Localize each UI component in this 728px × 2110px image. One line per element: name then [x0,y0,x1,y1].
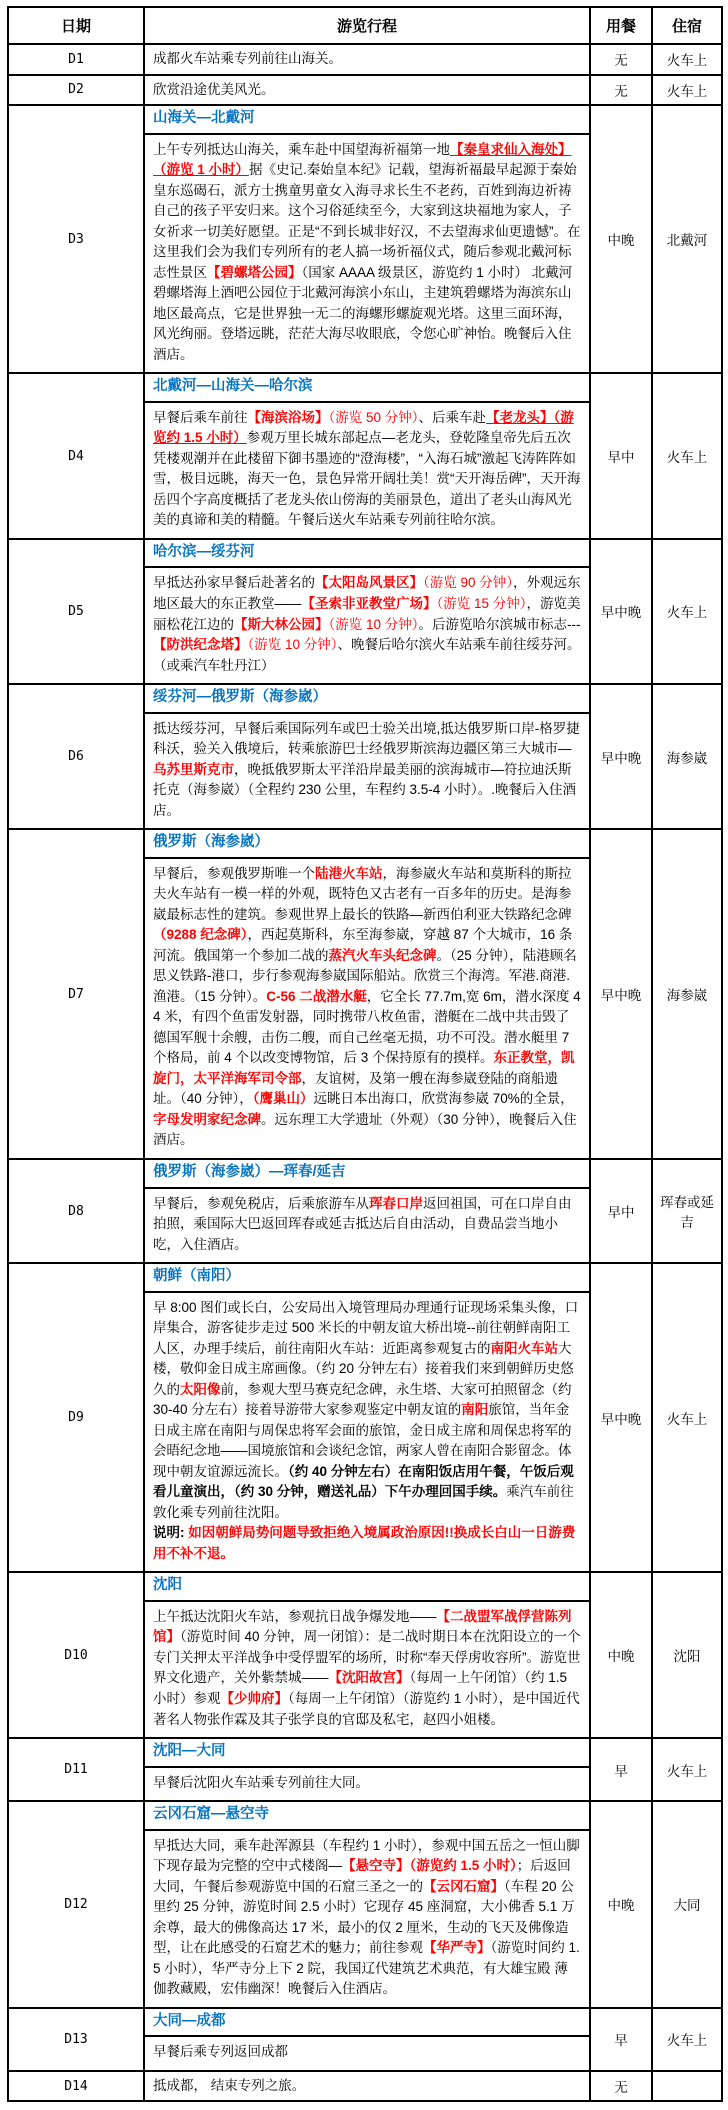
day-route-title: 哈尔滨—绥芬河 [145,540,589,569]
day-route-title: 沈阳—大同 [145,1739,589,1768]
day-cell: D2 [8,75,144,106]
stay-cell: 火车上 [652,539,722,684]
description-text: 早餐后乘车前往 [153,409,248,425]
highlighted-text: 蒸汽火车头纪念碑 [328,947,437,963]
day-cell: D6 [8,684,144,829]
stay-cell: 沈阳 [652,1572,722,1738]
day-cell: D5 [8,539,144,684]
itinerary-table-body [8,44,722,2101]
stay-cell [652,2071,722,2102]
meals-cell: 早中晚 [590,829,652,1159]
meals-cell: 中晚 [590,1572,652,1738]
header-row [8,7,722,44]
stay-cell: 珲春或延吉 [652,1159,722,1263]
stay-cell: 火车上 [652,1263,722,1572]
description-text: 上午专列抵达山海关，乘车赴中国望海祈福第一地 [153,141,450,157]
description-text: 欣赏沿途优美风光。 [153,81,275,97]
stay-cell: 大同 [652,1801,722,2008]
description-text: ，外观远东地区最大的东正教堂—— [153,575,581,611]
table-row [8,105,722,373]
table-row [8,2071,722,2102]
day-route-title: 朝鲜（南阳） [145,1264,589,1293]
day-cell: D11 [8,1738,144,1801]
highlighted-text: 太阳像 [180,1381,221,1397]
highlighted-text: 【少帅府】 [220,1690,288,1706]
itinerary-cell [144,1159,590,1263]
day-cell: D12 [8,1801,144,2008]
table-row [8,1738,722,1801]
highlighted-text: （游览 50 分钟） [328,409,419,425]
day-cell: D13 [8,2008,144,2071]
highlighted-text: 【圣索非亚教堂广场】 [301,596,437,611]
day-description [145,2037,589,2070]
description-text: 参观万里长城东部起点—老龙头，登乾隆皇帝先后五次凭楼观潮并在此楼留下御书墨迹的“澄海楼”，“入海石城”激起飞涛阵阵如雪，极目远眺，海天一色，景色异常开阔壮美！赏“天开海岳碑”，天开海岳四个字高度概括了老龙头依山傍海的美丽景色，道出了老头山海风光美的真谛和美的精髓。午餐后送火车站乘专列前往哈尔滨。 [153,430,581,528]
meals-cell: 无 [590,75,652,106]
highlighted-text: （游览 90 分钟） [423,575,514,591]
table-row [8,1263,722,1572]
stay-cell: 火车上 [652,2008,722,2071]
table-row [8,684,722,829]
highlighted-text: 乌苏里斯克市 [153,761,234,777]
table-row [8,44,722,75]
day-cell: D8 [8,1159,144,1263]
meals-cell: 早中晚 [590,684,652,829]
highlighted-text: 【防洪纪念塔】 [153,637,248,653]
description-text: 早 8:00 图们或长白，公安局出入境管理局办理通行证现场采集头像，口岸集合，游客徒步走过 500 米长的中朝友谊大桥出境--前往朝鲜南阳工人区，办理手续后，前往南阳火车站：近距离参观复古的 [153,1299,579,1356]
description-text: ，西起莫斯科，东至海参崴，穿越 87 个大城市，16 条河流。俄国第一个参加二战的 [153,927,573,963]
description-text: ；后返回大同，午餐后参观游览中国的石窟三圣之一的 [153,1858,571,1894]
stay-cell: 海参崴 [652,684,722,829]
meals-cell: 早中 [590,1159,652,1263]
stay-cell: 海参崴 [652,829,722,1159]
table-row [8,75,722,106]
description-text: ，海参崴火车站和莫斯科的斯拉夫火车站有一模一样的外观，既特色又古老有一百多年的历史。是海参崴最标志性的建筑。参观世界上最长的铁路—新西伯利亚大铁路纪念碑 [153,865,572,922]
day-route-title: 北戴河—山海关—哈尔滨 [145,374,589,403]
description-text: 返回祖国，可在口岸自由拍照，乘国际大巴返回珲春或延吉抵达后自由活动，自费品尝当地小吃，入住酒店。 [153,1195,572,1252]
itinerary-cell [144,105,590,373]
description-text: 早抵达孙家早餐后赴著名的 [153,575,315,591]
day-route-title: 绥芬河—俄罗斯（海参崴） [145,685,589,714]
meals-cell: 中晚 [590,105,652,373]
highlighted-text: 【沈阳故宫】 [328,1670,410,1686]
itinerary-cell [144,1738,590,1801]
day-cell: D3 [8,105,144,373]
highlighted-text: C-56 二战潜水艇 [266,988,367,1004]
day-cell: D4 [8,373,144,539]
description-text: 抵达绥芬河，早餐后乘国际列车或巴士验关出境,抵达俄罗斯口岸-格罗捷科沃，验关入俄境后，转乘旅游巴士经俄罗斯滨海边疆区第三大城市— [153,720,580,757]
description-text: 早餐后乘专列返回成都 [153,2044,288,2060]
meals-cell: 无 [590,2071,652,2102]
highlighted-text: 字母发明家纪念碑 [153,1111,261,1127]
meals-cell: 早 [590,2008,652,2071]
highlighted-text: （游览 10 分钟） [247,637,338,653]
meals-cell: 无 [590,44,652,75]
day-description [145,859,589,1158]
highlighted-text: 南阳火车站 [490,1340,558,1356]
description-text: （游览时间 40 分钟，周一闭馆）：是二战时期日本在沈阳设立的一个专门关押太平洋战争中受俘盟军的场所，时称“奉天俘虏收容所”。游览世界文化遗产，关外紫禁城—— [153,1629,581,1686]
description-text: 成都火车站乘专列前往山海关。 [153,51,342,66]
day-description [145,1189,589,1263]
day-cell: D1 [8,44,144,75]
itinerary-cell [144,44,590,75]
stay-cell: 火车上 [652,75,722,106]
stay-cell: 火车上 [652,1738,722,1801]
description-text: 据《史记.秦始皇本纪》记载，望海祈福最早起源于秦始皇东巡碣石，派方士携童男童女入海寻求长生不老药，百姓到海边祈祷自己的孩子平安归来。这个习俗延续至今，大家到这块福地为家人，子女祈求一切美好愿望。正是“不到长城非好汉，不去望海求仙更遗憾”。在这里我们会为我们专列所有的老人搞一场祈福仪式，随后参观北戴河标志性景区 [153,162,581,280]
day-description [145,1293,589,1572]
day-route-title: 俄罗斯（海参崴） [145,830,589,859]
highlighted-text: 【碧螺塔公园】 [207,264,302,280]
description-text: 。（25 分钟），陆港顾名思义铁路-港口，步行参观海参崴国际船站。欣赏三个海湾。军港.商港.渔港。（15 分钟）。 [153,947,577,1004]
col-header-stay: 住宿 [652,7,722,44]
itinerary-table [7,6,723,2102]
day-description [145,714,589,829]
highlighted-text: 【海滨浴场】 [247,409,329,425]
table-row [8,1572,722,1738]
highlighted-text: （鹰巢山） [252,1091,314,1107]
itinerary-cell [144,829,590,1159]
highlighted-text: 【太阳岛风景区】 [315,575,423,591]
itinerary-cell [144,539,590,684]
description-text: 早抵达大同，乘车赴浑源县（车程约 1 小时），参观中国五岳之一恒山脚下现存最为完整的空中式楼阁— [153,1837,580,1874]
day-route-title: 大同—成都 [145,2009,589,2038]
description-text: ，晚抵俄罗斯太平洋沿岸最美丽的滨海城市—符拉迪沃斯托克（海参崴）（全程约 230 公里，车程约 3.5-4 小时）。.晚餐后入住酒店。 [153,761,577,818]
description-text: 早餐后沈阳火车站乘专列前往大同。 [153,1774,369,1790]
table-row [8,1159,722,1263]
description-text: 前，参观大型马赛克纪念碑，永生塔、大家可拍照留念（约 30-40 分左右）接着导游带大家参观鉴定中朝友谊的 [153,1381,572,1418]
highlighted-text: 如因朝鲜局势问题导致拒绝入境属政治原因!!换成长白山一日游费用不补不退。 [153,1525,576,1561]
description-text: 。远东理工大学遗址（外观）（30 分钟），晚餐后入住酒店。 [153,1111,577,1148]
description-text: 说明: [153,1525,189,1541]
description-text: （国家 AAAA 级景区，游览约 1 小时） 北戴河碧螺塔海上酒吧公园位于北戴河海滨小东山，主建筑碧螺塔为海滨东山地区最高点，它是世界独一无二的海螺形螺旋观光塔。这里三面环海，风光绚丽。登塔远眺，茫茫大海尽收眼底，令您心旷神怡。晚餐后入住酒店。 [153,264,573,362]
highlighted-text: 珲春口岸 [369,1195,423,1211]
meals-cell: 早中晚 [590,1263,652,1572]
description-text: 。后游览哈尔滨城市标志--- [418,616,581,632]
description-text: 旅馆，当年金日成主席在南阳与周保忠将军会面的旅馆，金日成主席和周保忠将军的会晤纪念地——国境旅馆和会谈纪念馆，两家人曾在南阳合影留念。体现中朝友谊源远流长。 [153,1402,572,1479]
day-description [145,1602,589,1737]
itinerary-cell [144,2008,590,2071]
day-description [145,2072,589,2101]
highlighted-text: 【秦皇求仙入海处】（游览 1 小时） [153,141,572,178]
highlighted-text: （游览 15 分钟） [436,596,527,611]
description-text: 乘汽车前往敦化乘专列前往沈阳。 [153,1484,574,1520]
highlighted-text: 东正教堂，凯旋门，太平洋海军司令部 [153,1050,575,1086]
highlighted-text: 【云冈石窟】 [423,1878,504,1894]
description-text: 远眺日本出海口，欣赏海参崴 70%的全景， [313,1091,574,1107]
day-cell: D14 [8,2071,144,2102]
meals-cell: 早 [590,1738,652,1801]
day-cell: D10 [8,1572,144,1738]
meals-cell: 中晚 [590,1801,652,2008]
itinerary-cell [144,2071,590,2102]
description-text: （每周一上午闭馆）（约 1.5 小时）参观 [153,1670,568,1706]
day-description [145,76,589,105]
description-text: ，游览美丽松花江边的 [153,596,581,632]
day-route-title: 俄罗斯（海参崴）—珲春/延吉 [145,1160,589,1189]
meals-cell: 早中晚 [590,539,652,684]
day-route-title: 山海关—北戴河 [145,106,589,135]
table-row [8,373,722,539]
col-header-itinerary: 游览行程 [144,7,590,44]
table-row [8,2008,722,2071]
day-description [145,1768,589,1801]
highlighted-text: 【二战盟军战俘营陈列馆】 [153,1608,572,1645]
highlighted-text: （9288 纪念碑） [153,927,248,943]
itinerary-cell [144,373,590,539]
day-cell: D7 [8,829,144,1159]
itinerary-cell [144,75,590,106]
highlighted-text: 【华严寺】 [423,1940,491,1956]
description-text: 早餐后，参观免税店，后乘旅游车从 [153,1195,369,1211]
stay-cell: 北戴河 [652,105,722,373]
day-description [145,403,589,538]
description-text: 早餐后，参观俄罗斯唯一个 [153,865,315,881]
col-header-date: 日期 [8,7,144,44]
day-route-title: 云冈石窟—悬空寺 [145,1802,589,1831]
itinerary-cell [144,1263,590,1572]
table-row [8,539,722,684]
highlighted-text: （游览 10 分钟） [328,616,419,632]
description-text: ，友谊树，及第一艘在海参崴登陆的商船遗址。（40 分钟）， [153,1070,558,1107]
highlighted-text: 【斯大林公园】 [234,616,329,632]
itinerary-cell [144,1801,590,2008]
description-text: 上午抵达沈阳火车站，参观抗日战争爆发地—— [153,1608,437,1624]
table-row [8,829,722,1159]
itinerary-cell [144,684,590,829]
highlighted-text: 陆港火车站 [315,865,383,881]
col-header-meals: 用餐 [590,7,652,44]
day-description [145,135,589,373]
day-cell: D9 [8,1263,144,1572]
stay-cell: 火车上 [652,373,722,539]
description-text: 、后乘车赴 [418,409,487,425]
description-text: （每周一上午闭馆）（游览约 1 小时），是中国近代著名人物张作霖及其子张学良的官邸及私宅，赵四小姐楼。 [153,1690,580,1727]
highlighted-text: 南阳 [461,1402,489,1418]
meals-cell: 早中 [590,373,652,539]
description-text: 抵成都， 结束专列之旅。 [153,2077,306,2093]
highlighted-text: 【悬空寺】（游览约 1.5 小时） [342,1858,517,1874]
day-description [145,1831,589,2007]
description-text: （约 40 分钟左右）在南阳饭店用午餐，午饭后观看儿童演出，（约 30 分钟，赠送礼品）下午办理回国手续。 [153,1463,574,1500]
description-text: （车程 20 公里约 25 分钟，游览时间 2.5 小时）它现存 45 座洞窟，大小佛香 5.1 万余尊，最大的佛像高达 17 米，最小的仅 2 厘米，生动的飞天及佛像造型，让在此感受的石窟艺术的魅力；前往参观 [153,1878,575,1956]
highlighted-text: 【老龙头】（游览约 1.5 小时） [153,409,574,446]
description-text: （游览时间约 1.5 小时），华严寺分上下 2 院，我国辽代建筑艺术典范，有大雄宝殿 薄伽教藏殿，宏伟幽深！晚餐后入住酒店。 [153,1940,580,1997]
day-description [145,568,589,683]
description-text: 大楼，敬仰金日成主席画像。（约 20 分钟左右）接着我们来到朝鲜历史悠久的 [153,1340,574,1397]
day-description [145,45,589,74]
description-text: ，它全长 77.7m,宽 6m，潜水深度 44 米，有四个鱼雷发射器，同时携带八枚鱼雷，潜艇在二战中共击毁了德国军舰十余艘，击伤二艘，而自己丝毫无损，功不可没。潜水艇里 7 个格局，前 4 个以改变博物馆，后 3 个保持原有的摸样。 [153,988,581,1066]
stay-cell: 火车上 [652,44,722,75]
day-route-title: 沈阳 [145,1573,589,1602]
itinerary-cell [144,1572,590,1738]
table-row [8,1801,722,2008]
description-text: 、晚餐后哈尔滨火车站乘车前往绥芬河。（或乘汽车牡丹江） [153,637,581,673]
